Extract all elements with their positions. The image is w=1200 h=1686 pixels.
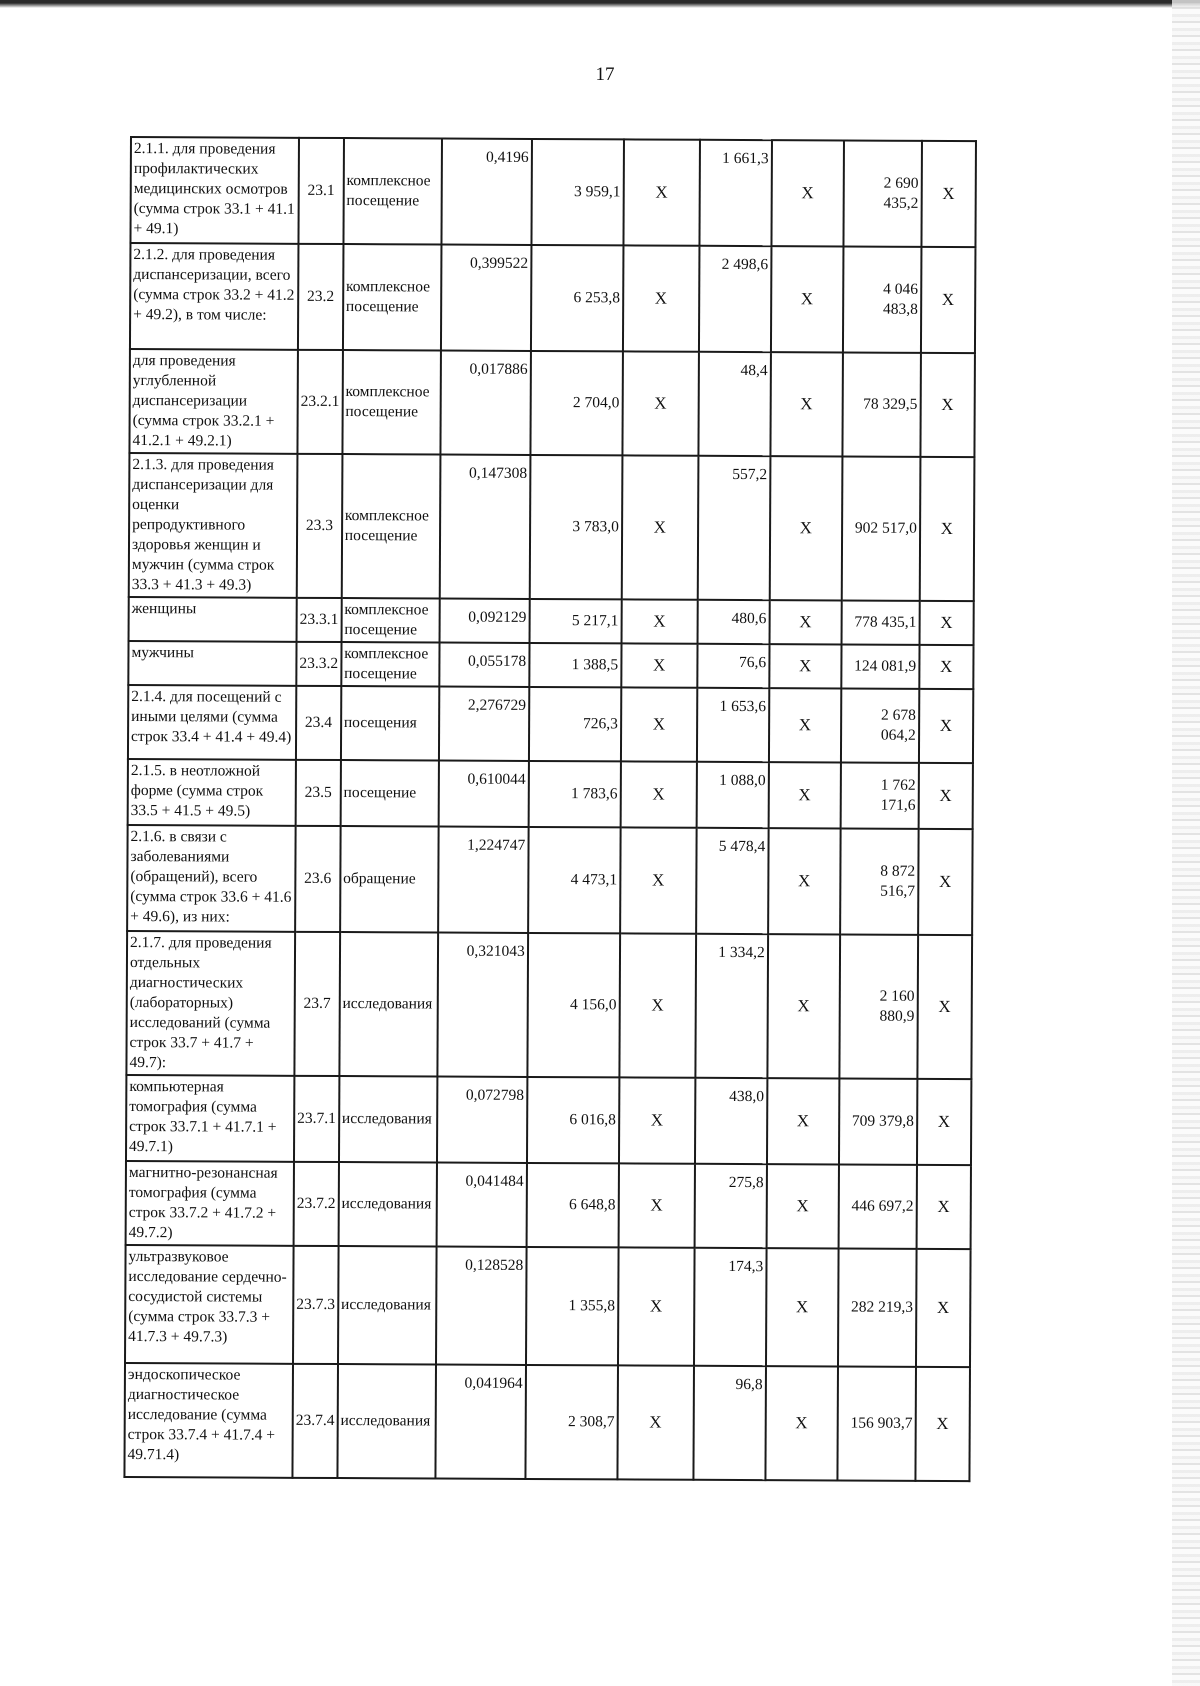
row-x-marker: X — [921, 141, 976, 247]
row-norm: 0,041484 — [436, 1163, 526, 1247]
row-norm: 0,092129 — [439, 599, 529, 643]
row-norm: 0,017886 — [440, 351, 531, 455]
row-unit: исследования — [339, 1076, 437, 1162]
row-name: 2.1.6. в связи с заболеваниями (обращений), всего (сумма строк 33.6 + 41.6 + 49.6), из них: — [127, 825, 296, 932]
financing-table — [123, 136, 976, 1482]
row-x-marker: X — [617, 1365, 694, 1479]
row-per-capita: 76,6 — [697, 644, 769, 688]
row-x-marker: X — [916, 1249, 971, 1367]
row-unit: комплексное посещение — [343, 138, 442, 244]
row-norm: 0,321043 — [437, 933, 528, 1077]
row-x-marker: X — [921, 247, 976, 353]
table-body — [124, 137, 975, 1481]
row-norm: 0,147308 — [439, 455, 530, 599]
row-unit: исследования — [338, 1246, 437, 1364]
row-x-marker: X — [622, 351, 699, 455]
row-x-marker: X — [771, 246, 844, 352]
row-x-marker: X — [769, 600, 841, 644]
row-code: 23.7.3 — [293, 1246, 338, 1364]
row-total: 778 435,1 — [841, 600, 919, 644]
row-per-capita: 275,8 — [694, 1164, 766, 1248]
table-row — [128, 759, 973, 829]
table-row — [126, 931, 971, 1079]
row-norm: 0,399522 — [441, 245, 532, 351]
row-code: 23.6 — [295, 826, 340, 932]
row-unit: комплексное посещение — [342, 350, 441, 454]
row-x-marker: X — [618, 1247, 695, 1365]
row-per-capita: 1 088,0 — [696, 762, 768, 828]
row-x-marker: X — [919, 601, 973, 645]
row-norm: 0,128528 — [436, 1247, 527, 1365]
row-per-capita: 96,8 — [693, 1366, 766, 1480]
row-x-marker: X — [917, 1079, 971, 1165]
row-total: 2 678 064,2 — [841, 688, 919, 762]
table-row — [128, 641, 973, 689]
row-unit: исследования — [339, 932, 438, 1076]
row-code: 23.7 — [294, 932, 339, 1076]
table-row — [130, 137, 975, 247]
row-name: для проведения углубленной диспансеризации (сумма строк 33.2.1 + 41.2.1 + 49.2.1) — [129, 349, 298, 454]
row-code: 23.7.2 — [294, 1162, 339, 1246]
row-unit: комплексное посещение — [341, 454, 440, 598]
row-name: магнитно-резонансная томография (сумма строк 33.7.2 + 41.7.2 + 49.7.2) — [126, 1161, 294, 1246]
row-x-marker: X — [765, 1366, 838, 1480]
row-per-capita: 2 498,6 — [699, 246, 772, 352]
row-code: 23.1 — [298, 138, 343, 244]
row-name: 2.1.2. для проведения диспансеризации, всего (сумма строк 33.2 + 41.2 + 49.2), в том числе: — [130, 243, 299, 350]
row-x-marker: X — [618, 1163, 694, 1247]
row-norm: 0,072798 — [437, 1077, 527, 1163]
row-x-marker: X — [915, 1367, 970, 1481]
table-row — [129, 597, 974, 645]
row-x-marker: X — [620, 761, 696, 827]
row-cost: 2 704,0 — [530, 351, 623, 455]
row-x-marker: X — [766, 1248, 839, 1366]
page-number: 17 — [595, 64, 615, 85]
row-cost: 1 355,8 — [526, 1247, 619, 1365]
row-name: мужчины — [128, 641, 296, 686]
row-per-capita: 174,3 — [694, 1248, 767, 1366]
row-x-marker: X — [771, 140, 844, 246]
row-total: 4 046 483,8 — [843, 246, 922, 352]
table-row — [126, 1075, 971, 1165]
row-cost: 4 473,1 — [528, 827, 621, 933]
row-x-marker: X — [623, 245, 700, 351]
row-x-marker: X — [767, 1078, 839, 1164]
row-per-capita: 1 653,6 — [697, 688, 769, 762]
row-x-marker: X — [769, 456, 842, 600]
row-x-marker: X — [769, 688, 841, 762]
row-norm: 0,4196 — [441, 139, 532, 245]
row-unit: посещение — [340, 760, 438, 826]
row-name: 2.1.1. для проведения профилактических медицинских осмотров (сумма строк 33.1 + 41.1 + 49.1) — [130, 137, 299, 244]
row-x-marker: X — [919, 457, 974, 601]
row-code: 23.4 — [296, 686, 341, 760]
row-x-marker: X — [621, 599, 697, 643]
row-name: 2.1.3. для проведения диспансеризации для оценки репродуктивного здоровья женщин и мужчин (сумма строк 33.3 + 41.3 + 49.3) — [129, 453, 298, 598]
row-x-marker: X — [767, 934, 840, 1078]
row-cost: 1 783,6 — [528, 761, 620, 827]
scan-top-edge — [0, 0, 1200, 8]
table-row — [129, 349, 974, 457]
row-per-capita: 1 661,3 — [699, 140, 772, 246]
row-x-marker: X — [766, 1164, 838, 1248]
row-per-capita: 438,0 — [695, 1078, 767, 1164]
row-unit: комплексное посещение — [343, 244, 442, 350]
row-unit: комплексное посещение — [341, 598, 439, 642]
scan-right-edge — [1172, 0, 1200, 1686]
row-cost: 2 308,7 — [525, 1365, 618, 1479]
row-unit: комплексное посещение — [341, 642, 439, 686]
row-total: 156 903,7 — [837, 1366, 916, 1480]
row-unit: исследования — [338, 1162, 436, 1246]
row-x-marker: X — [621, 455, 698, 599]
row-per-capita: 557,2 — [697, 456, 770, 600]
row-total: 282 219,3 — [838, 1248, 917, 1366]
row-x-marker: X — [621, 687, 697, 761]
row-code: 23.3 — [297, 454, 342, 598]
table-row — [128, 685, 973, 763]
row-norm: 1,224747 — [438, 827, 529, 933]
row-unit: обращение — [340, 826, 439, 932]
row-x-marker: X — [770, 352, 843, 456]
row-code: 23.5 — [296, 760, 341, 826]
row-cost: 726,3 — [529, 687, 621, 761]
row-name: женщины — [129, 597, 297, 642]
row-name: 2.1.4. для посещений с иными целями (сумма строк 33.4 + 41.4 + 49.4) — [128, 685, 296, 760]
row-name: компьютерная томография (сумма строк 33.7.1 + 41.7.1 + 49.7.1) — [126, 1075, 294, 1162]
row-x-marker: X — [620, 827, 697, 933]
row-per-capita: 5 478,4 — [696, 828, 769, 934]
row-cost: 3 783,0 — [529, 455, 622, 599]
row-cost: 6 253,8 — [531, 245, 624, 351]
row-norm: 0,041964 — [435, 1365, 526, 1479]
row-x-marker: X — [768, 762, 840, 828]
table-row — [126, 1161, 971, 1249]
row-unit: посещения — [341, 686, 439, 760]
row-total: 2 160 880,9 — [839, 934, 918, 1078]
row-x-marker: X — [621, 643, 697, 687]
table-row — [129, 453, 974, 601]
row-per-capita: 1 334,2 — [695, 934, 768, 1078]
row-x-marker: X — [919, 645, 973, 689]
row-cost: 1 388,5 — [529, 643, 621, 687]
row-x-marker: X — [919, 689, 973, 763]
row-norm: 0,055178 — [439, 643, 529, 687]
row-x-marker: X — [917, 935, 972, 1079]
row-per-capita: 480,6 — [697, 600, 769, 644]
row-code: 23.7.4 — [292, 1364, 337, 1478]
row-code: 23.2 — [298, 244, 343, 350]
row-code: 23.7.1 — [294, 1076, 339, 1162]
row-cost: 6 016,8 — [527, 1077, 619, 1163]
row-code: 23.2.1 — [297, 350, 342, 454]
row-name: 2.1.7. для проведения отдельных диагностических (лабораторных) исследований (сумма строк 33.7 + 41.7 + 49.7): — [126, 931, 295, 1076]
row-total: 709 379,8 — [839, 1078, 917, 1164]
row-name: эндоскопическое диагностическое исследование (сумма строк 33.7.4 + 41.7.4 + 49.71.4) — [124, 1363, 293, 1478]
row-code: 23.3.2 — [296, 642, 341, 686]
table-row — [130, 243, 975, 353]
row-x-marker: X — [918, 763, 972, 829]
row-x-marker: X — [768, 828, 841, 934]
row-per-capita: 48,4 — [698, 352, 771, 456]
table-row — [125, 1245, 970, 1367]
row-cost: 4 156,0 — [527, 933, 620, 1077]
table-row — [124, 1363, 969, 1481]
table-row — [127, 825, 972, 935]
row-norm: 2,276729 — [439, 687, 529, 761]
row-x-marker: X — [619, 1077, 695, 1163]
row-code: 23.3.1 — [297, 598, 342, 642]
row-unit: исследования — [337, 1364, 436, 1478]
row-name: 2.1.5. в неотложной форме (сумма строк 33.5 + 41.5 + 49.5) — [128, 759, 296, 826]
row-norm: 0,610044 — [438, 761, 528, 827]
row-total: 8 872 516,7 — [840, 828, 919, 934]
row-total: 2 690 435,2 — [843, 140, 922, 246]
table-container — [123, 136, 976, 1482]
row-total: 902 517,0 — [841, 456, 920, 600]
row-cost: 3 959,1 — [531, 139, 624, 245]
row-name: ультразвуковое исследование сердечно-сосудистой системы (сумма строк 33.7.3 + 41.7.3 + 49.7.3) — [125, 1245, 294, 1364]
row-total: 1 762 171,6 — [840, 762, 918, 828]
row-x-marker: X — [623, 139, 700, 245]
row-x-marker: X — [916, 1165, 970, 1249]
row-total: 446 697,2 — [838, 1164, 916, 1248]
row-x-marker: X — [769, 644, 841, 688]
row-x-marker: X — [619, 933, 696, 1077]
row-total: 78 329,5 — [842, 352, 921, 456]
row-cost: 6 648,8 — [526, 1163, 618, 1247]
row-total: 124 081,9 — [841, 644, 919, 688]
row-cost: 5 217,1 — [529, 599, 621, 643]
row-x-marker: X — [918, 829, 973, 935]
row-x-marker: X — [920, 353, 975, 457]
